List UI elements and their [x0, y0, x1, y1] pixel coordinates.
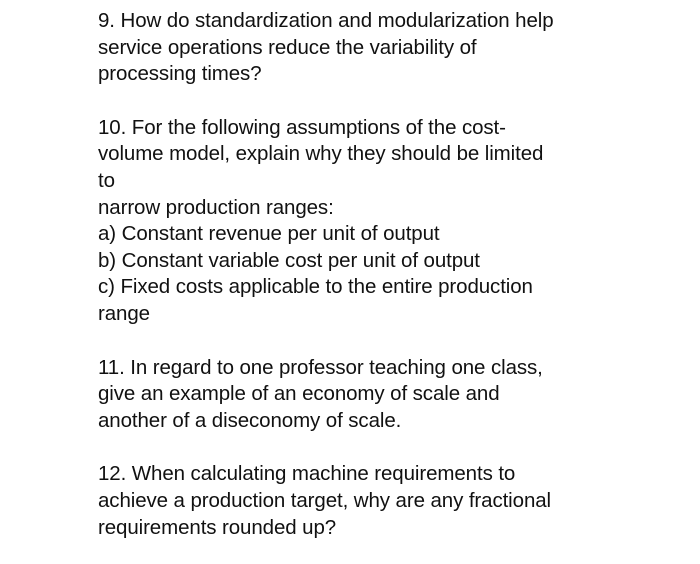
question-12-line-3: requirements rounded up?	[98, 515, 337, 539]
spacer	[98, 328, 688, 355]
question-11-line-1: 11. In regard to one professor teaching one class,	[98, 355, 543, 379]
question-10-line-8: range	[98, 301, 150, 325]
spacer	[98, 88, 688, 115]
question-9	[98, 8, 688, 88]
question-10-line-4: narrow production ranges:	[98, 195, 334, 219]
question-10-line-1: 10. For the following assumptions of the cost-	[98, 115, 506, 139]
question-11-line-2: give an example of an economy of scale and	[98, 382, 500, 406]
question-12-line-2: achieve a production target, why are any fractional	[98, 488, 551, 512]
question-10-option-c: c) Fixed costs applicable to the entire production	[98, 275, 533, 299]
question-9-line-1: 9. How do standardization and modularization help	[98, 9, 554, 32]
question-9-line-3: processing times?	[98, 62, 262, 86]
question-9-line-2: service operations reduce the variability of	[98, 35, 477, 59]
question-10-option-b: b) Constant variable cost per unit of output	[98, 248, 480, 272]
spacer	[98, 434, 688, 461]
question-11-line-3: another of a diseconomy of scale.	[98, 408, 402, 432]
question-list	[98, 8, 688, 541]
question-10-line-3: to	[98, 168, 115, 192]
question-10-line-2: volume model, explain why they should be limited	[98, 142, 544, 166]
question-12	[98, 461, 688, 541]
question-10	[98, 115, 688, 328]
question-11	[98, 355, 688, 435]
question-12-line-1: 12. When calculating machine requirements to	[98, 462, 516, 486]
question-10-option-a: a) Constant revenue per unit of output	[98, 222, 440, 246]
